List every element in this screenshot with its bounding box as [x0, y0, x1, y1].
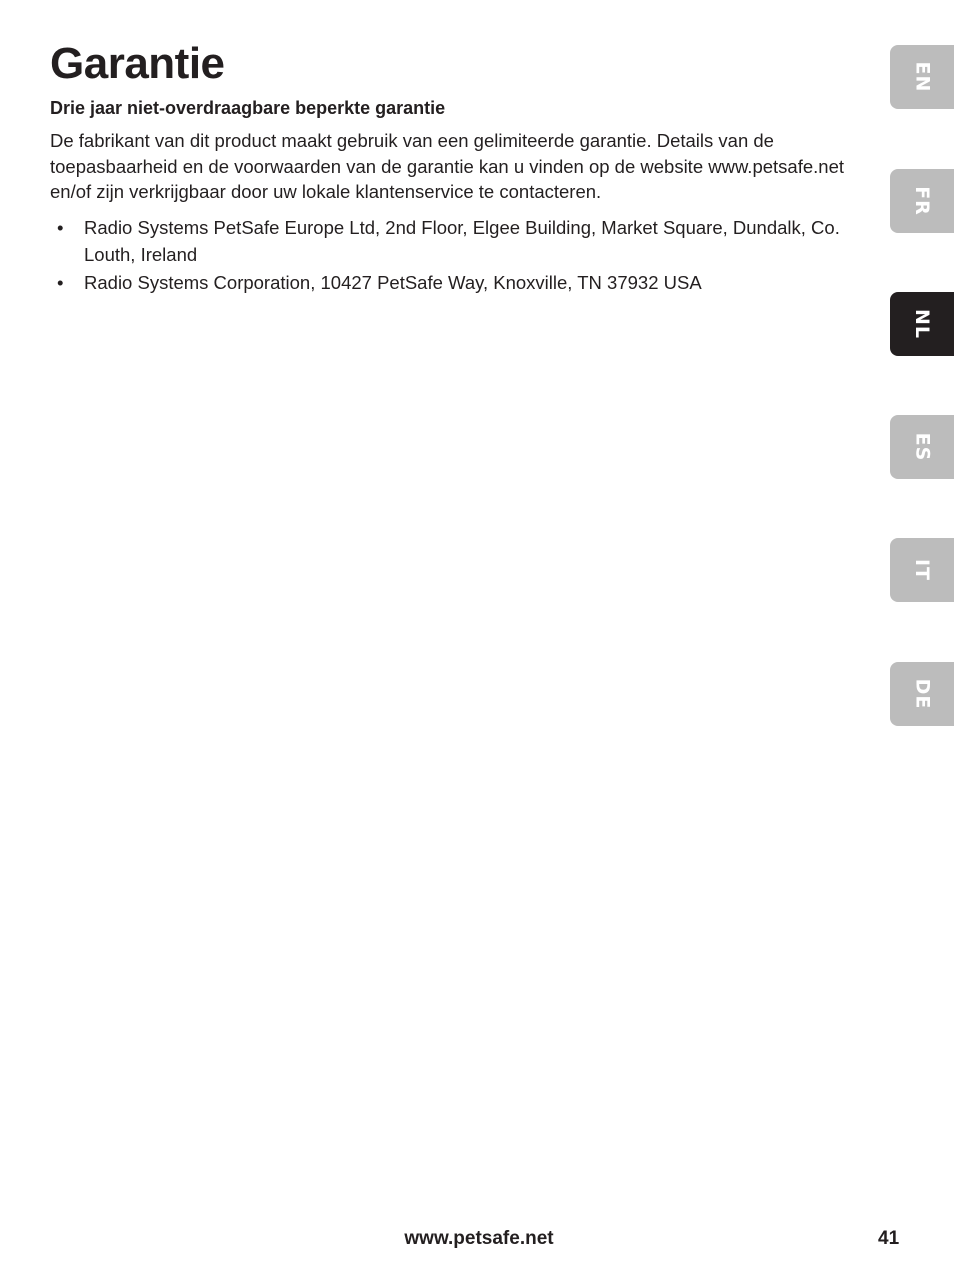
tab-fr[interactable] [890, 169, 954, 233]
address-text: Radio Systems Corporation, 10427 PetSafe Way, Knoxville, TN 37932 USA [84, 272, 702, 293]
tab-es[interactable] [890, 415, 954, 479]
tab-it[interactable] [890, 538, 954, 602]
address-list [50, 214, 860, 297]
bullet: • [57, 217, 64, 238]
address-text: Radio Systems PetSafe Europe Ltd, 2nd Floor, Elgee Building, Market Square, Dundalk, Co. Louth, Ireland [84, 217, 840, 265]
list-item [50, 214, 860, 268]
bullet: • [57, 272, 64, 293]
intro-paragraph: De fabrikant van dit product maakt gebruik van een gelimiteerde garantie. Details van de toepasbaarheid en de voorwaarden van de garantie kan u vinden op de website www.petsafe.net en/of zijn verkrijgbaar door uw lokale klantenservice te contacteren. [50, 130, 844, 202]
tab-label: NL [910, 308, 933, 340]
tab-label: FR [910, 186, 933, 216]
page-number: 41 [878, 1228, 900, 1249]
tab-label: ES [910, 432, 933, 462]
tab-label: DE [910, 678, 933, 710]
tab-nl[interactable] [890, 292, 954, 356]
tab-en[interactable] [890, 45, 954, 109]
tab-label: EN [910, 61, 933, 93]
section-subtitle: Drie jaar niet-overdraagbare beperkte garantie [50, 98, 446, 118]
tab-label: IT [911, 558, 933, 582]
list-item [50, 269, 860, 296]
page-title: Garantie [50, 39, 225, 88]
language-tabs [890, 0, 954, 1272]
footer-url-text: www.petsafe.net [404, 1228, 554, 1249]
tab-de[interactable] [890, 662, 954, 726]
footer-url [0, 1227, 954, 1251]
